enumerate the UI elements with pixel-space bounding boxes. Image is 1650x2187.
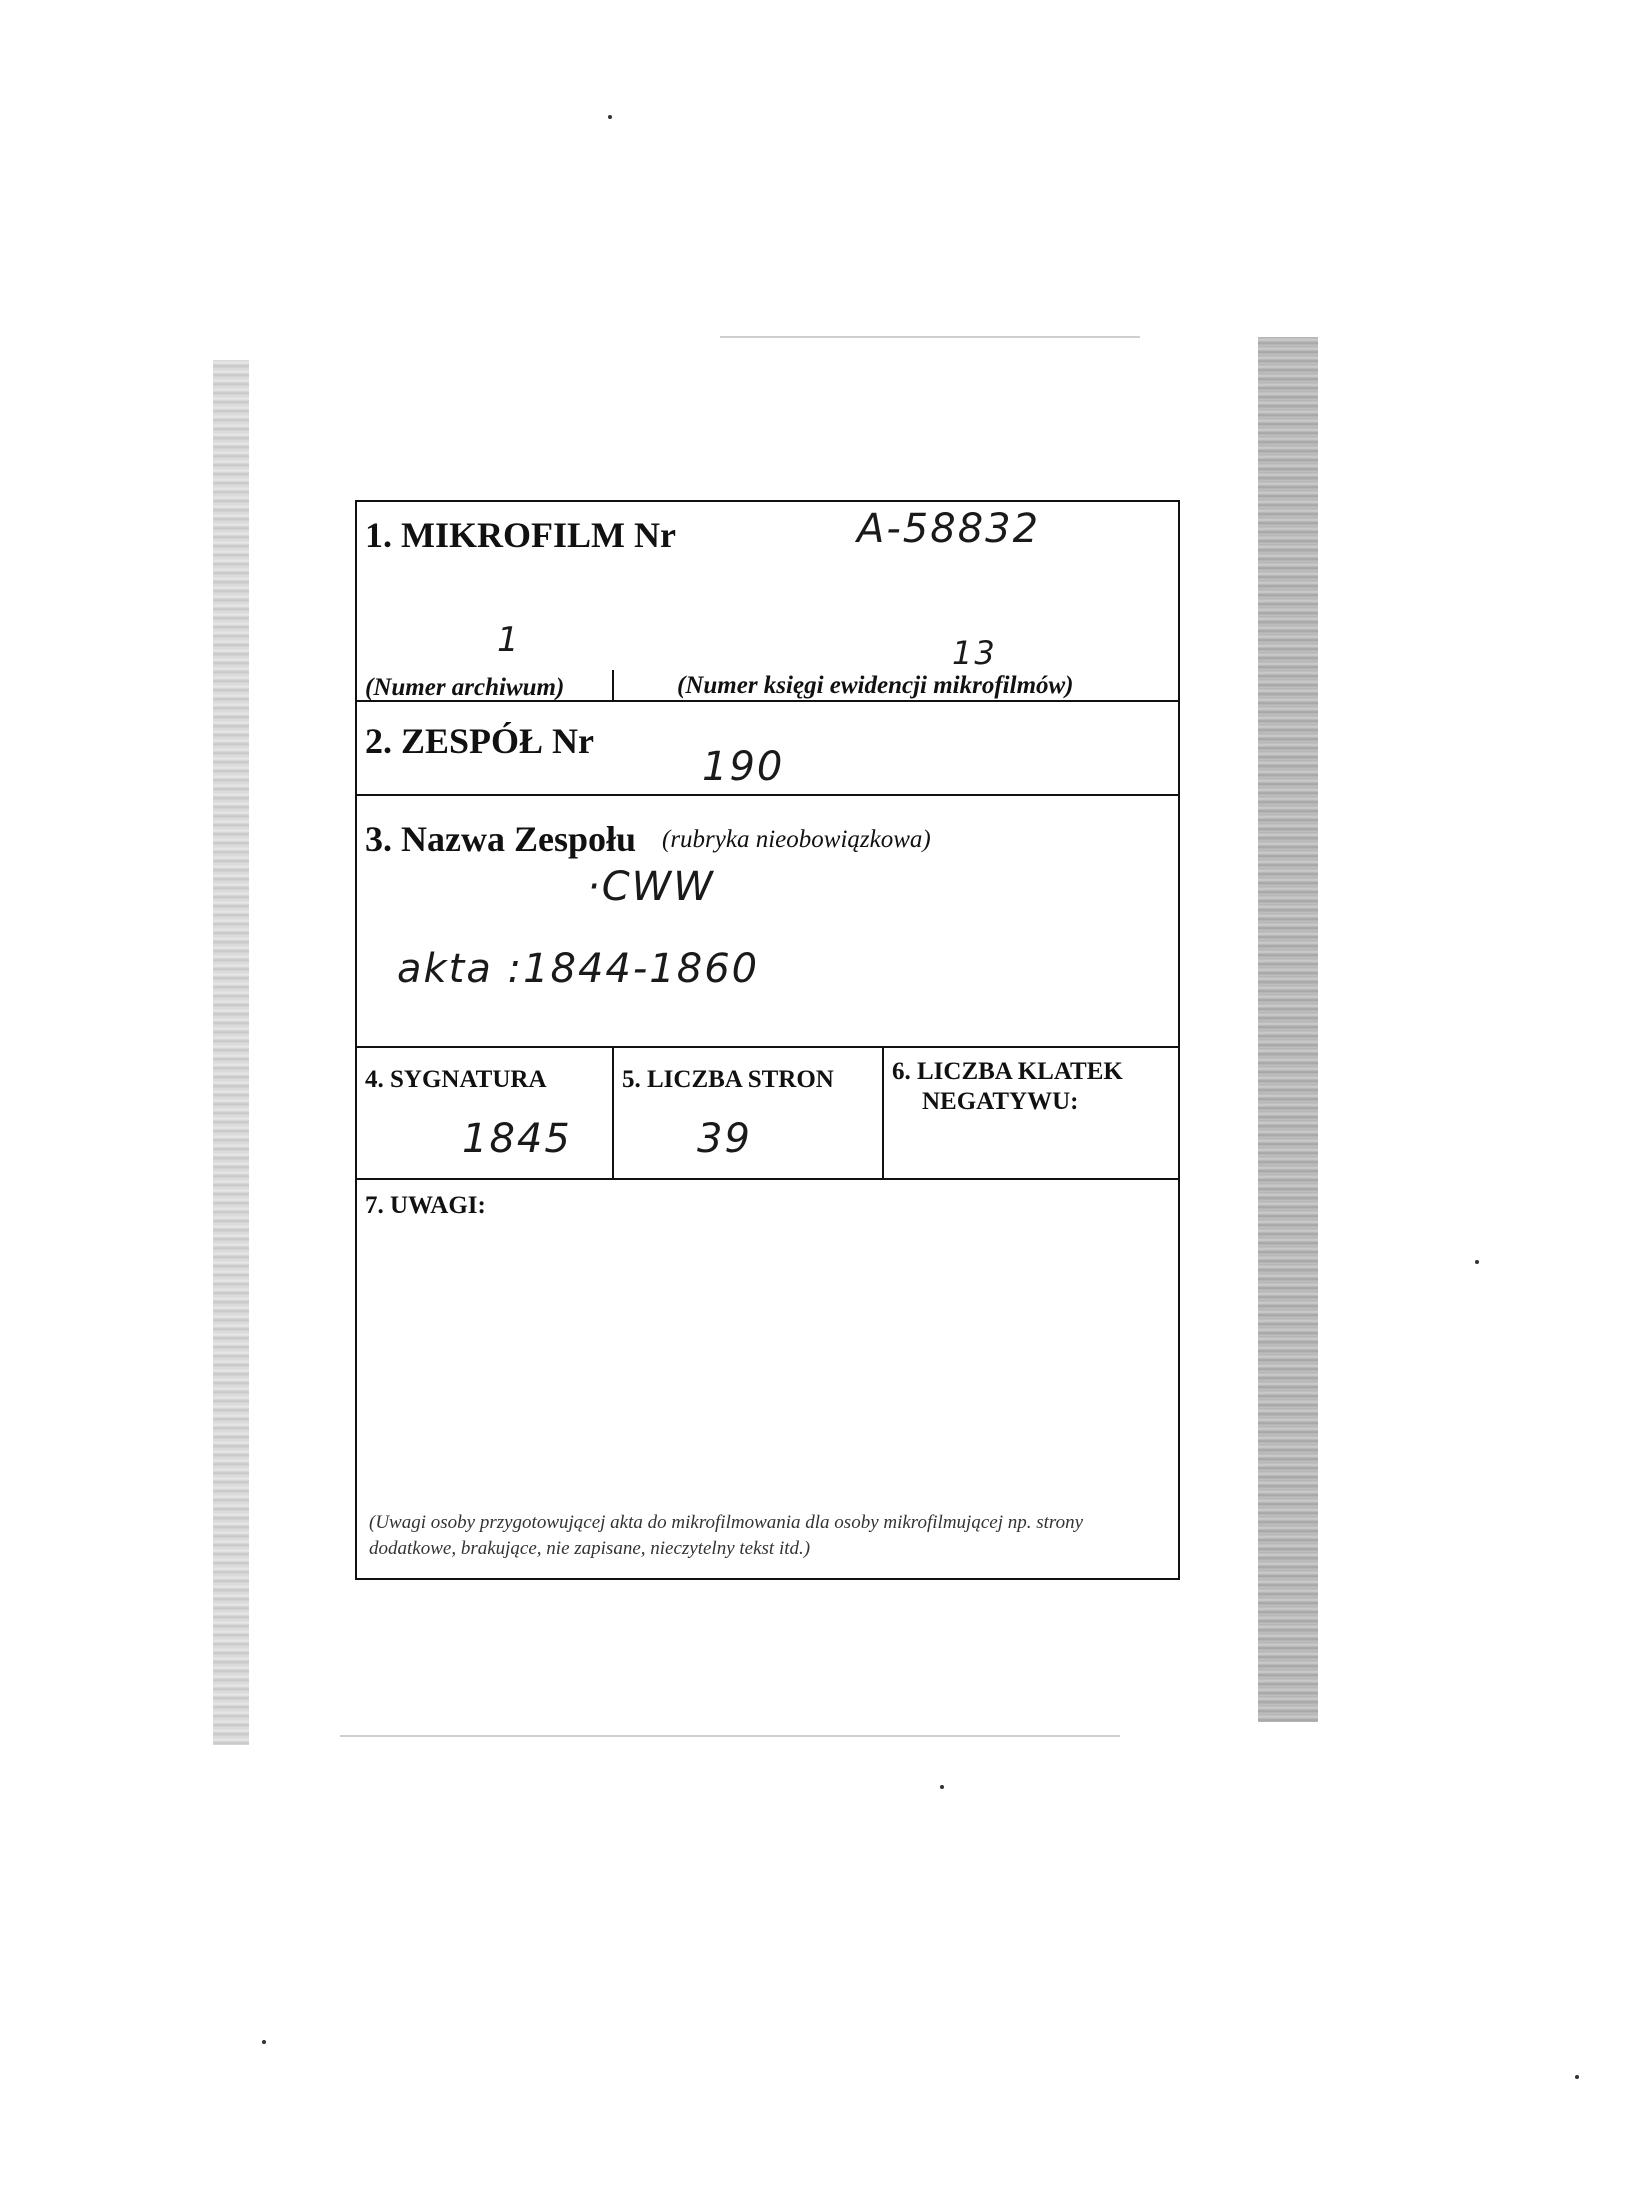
fonds-name-label: 3. Nazwa Zespołu <box>365 819 637 859</box>
scanned-page-right-edge <box>1258 337 1318 1722</box>
scan-speck <box>1575 2075 1579 2079</box>
scan-speck <box>608 115 612 119</box>
negative-frames-label-line2: NEGATYWU: <box>922 1088 1079 1115</box>
signature-label: 4. SYGNATURA <box>365 1066 547 1093</box>
section-remarks <box>357 1180 1178 1580</box>
microfilm-number-handwritten: A-58832 <box>857 506 1041 552</box>
fonds-number-label: 2. ZESPÓŁ Nr <box>365 721 595 761</box>
section-signature-pages-frames <box>357 1048 1178 1180</box>
fonds-name-handwritten: ·CWW <box>587 864 715 910</box>
scan-artifact-bottom <box>340 1735 1120 1737</box>
caption-divider <box>612 670 614 702</box>
section-fonds-number <box>357 702 1178 796</box>
page-count-label: 5. LICZBA STRON <box>622 1066 834 1093</box>
microfilm-number-label: 1. MIKROFILM Nr <box>365 515 676 555</box>
scan-speck <box>262 2040 266 2044</box>
page-count-handwritten: 39 <box>697 1116 752 1162</box>
archive-number-caption: (Numer archiwum) <box>365 674 565 701</box>
signature-handwritten: 1845 <box>462 1116 572 1162</box>
scan-speck <box>1475 1260 1479 1264</box>
fonds-name-optional-note: (rubryka nieobowiązkowa) <box>662 826 931 853</box>
remarks-instruction: (Uwagi osoby przygotowującej akta do mikrofilmowania dla osoby mikrofilmującej np. strony dodatkowe, brakujące, nie zapisane, nieczytelny tekst itd.) <box>369 1512 1084 1559</box>
remarks-label: 7. UWAGI: <box>365 1192 486 1219</box>
microfilm-form <box>355 500 1180 1580</box>
archive-number-handwritten: 1 <box>497 620 521 660</box>
section-fonds-name <box>357 796 1178 1048</box>
section-microfilm-number <box>357 502 1178 702</box>
fonds-dates-handwritten: akta :1844-1860 <box>397 946 760 992</box>
register-number-caption: (Numer księgi ewidencji mikrofilmów) <box>677 672 1074 699</box>
scan-artifact-top <box>720 336 1140 338</box>
negative-frames-label: 6. LICZBA KLATEK <box>892 1058 1123 1085</box>
fonds-number-handwritten: 190 <box>702 744 785 790</box>
scanned-page-left-edge <box>213 360 249 1745</box>
column-divider <box>612 1048 614 1178</box>
register-number-handwritten: 13 <box>952 634 997 672</box>
column-divider <box>882 1048 884 1178</box>
scan-speck <box>940 1785 944 1789</box>
